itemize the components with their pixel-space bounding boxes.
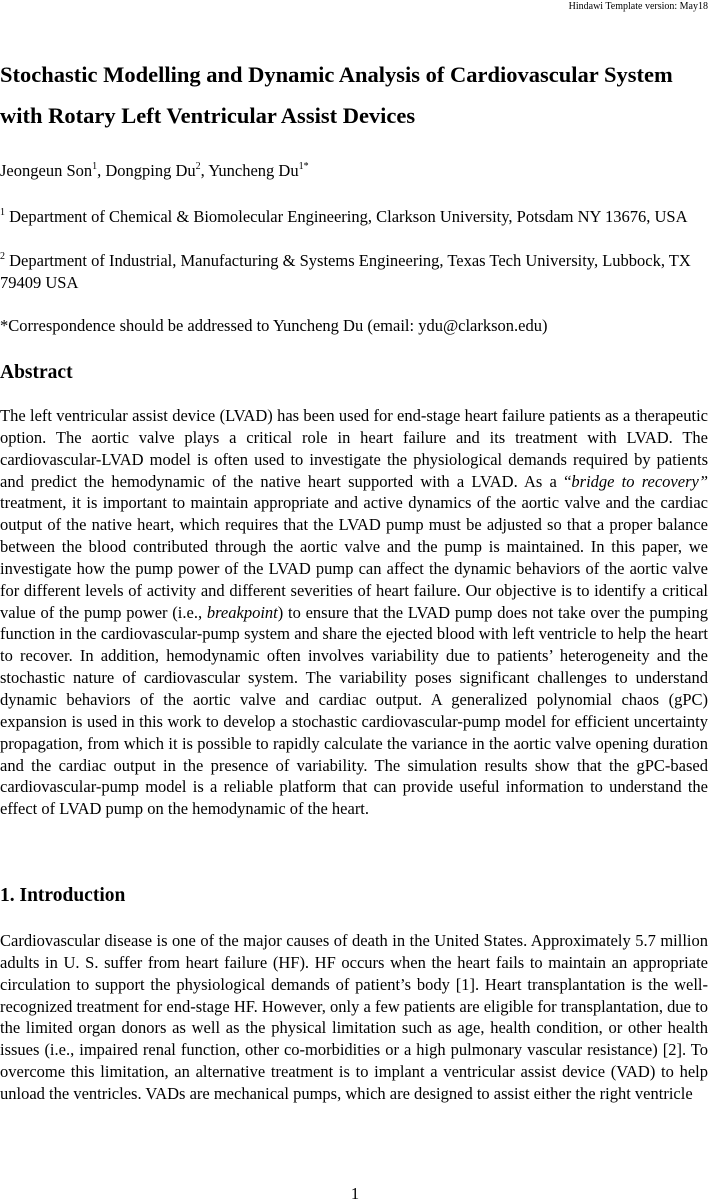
author-affiliation-mark: 1 [92, 160, 98, 172]
paper-title: Stochastic Modelling and Dynamic Analysis of Cardiovascular System with Rotary Left Ventricular Assist Devices [0, 62, 673, 128]
affiliation-1 [0, 206, 700, 228]
abstract-emphasis: bridge to recovery” [571, 471, 708, 491]
author-affiliation-mark: 1* [298, 160, 309, 172]
abstract-paragraph [0, 405, 708, 820]
affiliation-number: 2 [0, 250, 5, 262]
author-list: Jeongeun Son$^1$, Dongping Du$^2$, Yuncheng $Du^{1*}$ [0, 160, 309, 180]
author-affiliation-mark: 2 [195, 160, 201, 172]
abstract-heading: Abstract [0, 362, 73, 383]
author-name: Yuncheng Du [208, 161, 299, 180]
template-version-note: Hindawi Template version: May18 [568, 1, 708, 12]
page-number: 1 [350, 1184, 360, 1203]
correspondence-note: *Correspondence should be addressed to Yuncheng Du (email: ydu@clarkson.edu) [0, 316, 548, 335]
introduction-heading: 1. Introduction [0, 885, 126, 906]
introduction-paragraph: Cardiovascular disease is one of the major causes of death in the United States. Approximately 5.7 million adults in U. S. suffer from heart failure (HF). HF occurs when the heart fails to maintain an appropriate circulation to support the physiological demands of patient’s body [1]. Heart transplantation is the well-recognized treatment for end-stage HF. However, only a few patients are eligible for transplantation, due to the limited organ donors as well as the physical limitation such as age, health condition, or other health issues (i.e., impaired renal function, other co-morbidities or a high pulmonary vascular resistance) [2]. To overcome this limitation, an alternative treatment is to implant a ventricular assist device (VAD) to help unload the ventricles. VADs are mechanical pumps, which are designed to assist either the right ventricle [0, 931, 708, 1103]
affiliation-text: Department of Chemical & Biomolecular Engineering, Clarkson University, Potsdam NY 13676, USA [9, 207, 688, 226]
author-name: Dongping Du [105, 161, 196, 180]
affiliation-2 [0, 250, 700, 294]
abstract-text-segment: treatment, it is important to maintain appropriate and active dynamics of the aortic valve and the cardiac output of the native heart, which requires that the LVAD pump must be adjusted so that a proper balance between the blood contributed through the aortic valve and the pump is maintained. In this paper, we investigate how the pump power of the LVAD pump can affect the dynamic behaviors of the aortic valve for different levels of activity and different severities of heart failure. Our objective is to identify a critical value of the pump power (i.e., [0, 493, 708, 622]
author-name: Jeongeun Son [0, 161, 93, 180]
abstract-text-segment: ) to ensure that the LVAD pump does not take over the pumping function in the cardiovascular-pump system and share the ejected blood with left ventricle to help the heart to recover. In addition, hemodynamic often involves variability due to patients’ heterogeneity and the stochastic nature of cardiovascular system. The variability poses significant challenges to understand dynamic behaviors of the aortic valve and cardiac output. A generalized polynomial chaos (gPC) expansion is used in this work to develop a stochastic cardiovascular-pump model for efficient uncertainty propagation, from which it is possible to rapidly calculate the variance in the aortic valve opening duration and the cardiac output in the presence of variability. The simulation results show that the gPC-based cardiovascular-pump model is a reliable platform that can provide useful information to understand the effect of LVAD pump on the hemodynamic of the heart. [0, 602, 708, 819]
abstract-text-segment: The left ventricular assist device (LVAD) has been used for end-stage heart failure patients as a therapeutic option. The aortic valve plays a critical role in heart failure and its treatment with LVAD. The cardiovascular-LVAD model is often used to investigate the physiological demands required by patients and predict the hemodynamic of the native heart supported with a LVAD. As a “ [0, 406, 708, 491]
abstract-emphasis: breakpoint [206, 602, 278, 622]
affiliation-text: Department of Industrial, Manufacturing & Systems Engineering, Texas Tech University, Lubbock, TX 79409 USA [0, 251, 691, 292]
affiliation-number: 1 [0, 206, 5, 218]
